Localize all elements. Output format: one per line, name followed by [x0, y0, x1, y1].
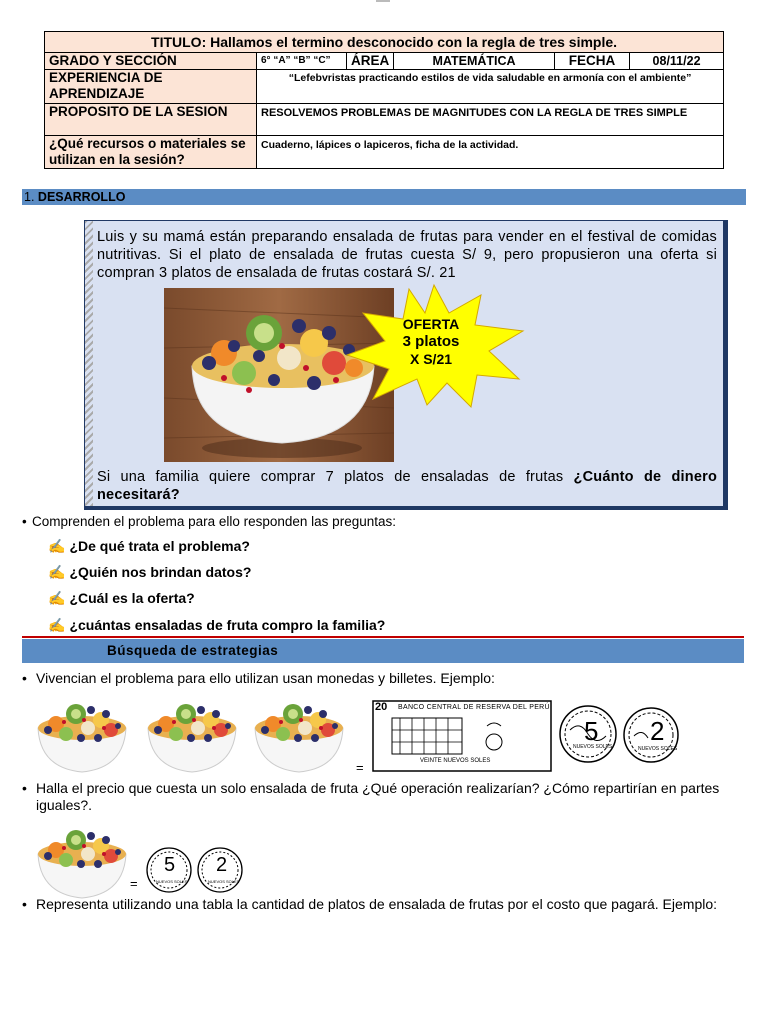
area-label: ÁREA: [347, 53, 394, 70]
salad-bowl-icon: [36, 692, 128, 774]
coin-2-soles-small: [196, 846, 244, 894]
story-question: [97, 468, 717, 504]
question-1-text: ¿De qué trata el problema?: [69, 538, 250, 554]
question-2: [48, 564, 251, 581]
story-question-bold: ¿Cuánto de dinero necesitará?: [97, 469, 718, 503]
bill-20-soles: [372, 700, 552, 772]
busqueda-bar: [22, 639, 744, 663]
recursos-value: Cuaderno, lápices o lapiceros, ficha de la actividad.: [257, 136, 724, 169]
coin5-text: NUEVOS SOLES: [573, 744, 613, 750]
fecha-label: FECHA: [555, 53, 630, 70]
experiencia-label: EXPERIENCIA DE APRENDIZAJE: [45, 70, 257, 104]
experiencia-value: “Lefebvristas practicando estilos de vida saludable en armonía con el ambiente”: [257, 70, 724, 104]
bullet-dot-icon: •: [22, 780, 27, 796]
coin-2-soles: [622, 706, 680, 764]
halla-line: [22, 780, 744, 814]
divider-red: [22, 636, 744, 638]
comprenden-text: Comprenden el problema para ello responden las preguntas:: [32, 514, 396, 529]
pen-icon: ✍: [48, 564, 66, 580]
proposito-label: PROPOSITO DE LA SESION: [45, 104, 257, 136]
salad-bowl-icon: [36, 818, 128, 900]
story-question-plain: Si una familia quiere comprar 7 platos de ensaladas de frutas: [97, 469, 574, 485]
recursos-label: ¿Qué recursos o materiales se utilizan en la sesión?: [45, 136, 257, 169]
question-3: [48, 590, 195, 607]
session-title: TITULO: Hallamos el termino desconocido con la regla de tres simple.: [45, 32, 724, 53]
bill-words: VEINTE NUEVOS SOLES: [420, 758, 491, 764]
desarrollo-bar: [22, 189, 746, 205]
question-3-text: ¿Cuál es la oferta?: [69, 590, 195, 606]
bill-value: 20: [375, 701, 388, 713]
busqueda-label: Búsqueda de estrategias: [107, 643, 279, 658]
salad-bowl-icon: [253, 692, 345, 774]
question-4: [48, 617, 385, 634]
coin-5-soles: [558, 704, 618, 764]
coin5-small-value: 5: [164, 854, 176, 876]
representa-text: Representa utilizando una tabla la cantidad de platos de ensalada de frutas por el costo que pagará. Ejemplo:: [36, 896, 718, 912]
question-2-text: ¿Quién nos brindan datos?: [69, 564, 252, 580]
bullet-dot-icon: •: [22, 896, 27, 912]
offer-line2: 3 platos: [402, 333, 460, 350]
offer-line1: OFERTA: [402, 316, 460, 332]
salad-bowl-icon: [146, 692, 238, 774]
pen-icon: ✍: [48, 538, 66, 554]
fecha-value: 08/11/22: [630, 53, 724, 70]
desarrollo-label: DESARROLLO: [37, 190, 126, 204]
representa-line: [22, 896, 717, 913]
halla-text: Halla el precio que cuesta un solo ensalada de fruta ¿Qué operación realizarían? ¿Cómo repartirían en partes iguales?.: [36, 780, 720, 813]
offer-line3: X S/21: [409, 351, 453, 367]
grado-label: GRADO Y SECCIÓN: [45, 53, 257, 70]
proposito-value: RESOLVEMOS PROBLEMAS DE MAGNITUDES CON LA REGLA DE TRES SIMPLE: [257, 104, 724, 136]
question-1: [48, 538, 250, 555]
bill-bank: BANCO CENTRAL DE RESERVA DEL PERÚ: [398, 704, 550, 711]
session-header-table: [44, 31, 724, 169]
bullet-dot-icon: •: [22, 514, 27, 529]
coin5-small-text: NUEVOS SOLES: [156, 879, 188, 884]
story-intro: Luis y su mamá están preparando ensalada de frutas para vender en el festival de comidas nutritivas. Si el plato de ensalada de frutas cuesta S/ 9, pero propusieron una oferta si compran 3 platos de ensalada de frutas costará S/. 21: [97, 229, 717, 281]
question-4-text: ¿cuántas ensaladas de fruta compro la familia?: [69, 617, 386, 633]
coin2-small-text: NUEVOS SOLES: [208, 879, 240, 884]
equals-sign: =: [356, 760, 364, 775]
coin2-small-value: 2: [216, 854, 228, 876]
box-zigzag-border: [85, 221, 93, 506]
vivencian-line: [22, 670, 495, 687]
bullet-dot-icon: •: [22, 670, 27, 686]
area-value: MATEMÁTICA: [394, 53, 555, 70]
offer-text: [343, 316, 519, 368]
pen-icon: ✍: [48, 590, 66, 606]
grado-value: 6° “A” “B” “C”: [257, 53, 347, 70]
coin2-text: NUEVOS SOLES: [638, 746, 678, 752]
coin-5-soles-small: [144, 846, 194, 894]
coin2-value: 2: [650, 716, 665, 746]
desarrollo-number: 1.: [24, 190, 35, 204]
pen-icon: ✍: [48, 617, 66, 633]
coin5-value: 5: [584, 716, 599, 746]
top-mark: [376, 0, 390, 2]
vivencian-text: Vivencian el problema para ello utilizan usan monedas y billetes. Ejemplo:: [36, 670, 495, 686]
equals-sign: =: [130, 876, 138, 891]
comprenden-line: [22, 513, 396, 530]
